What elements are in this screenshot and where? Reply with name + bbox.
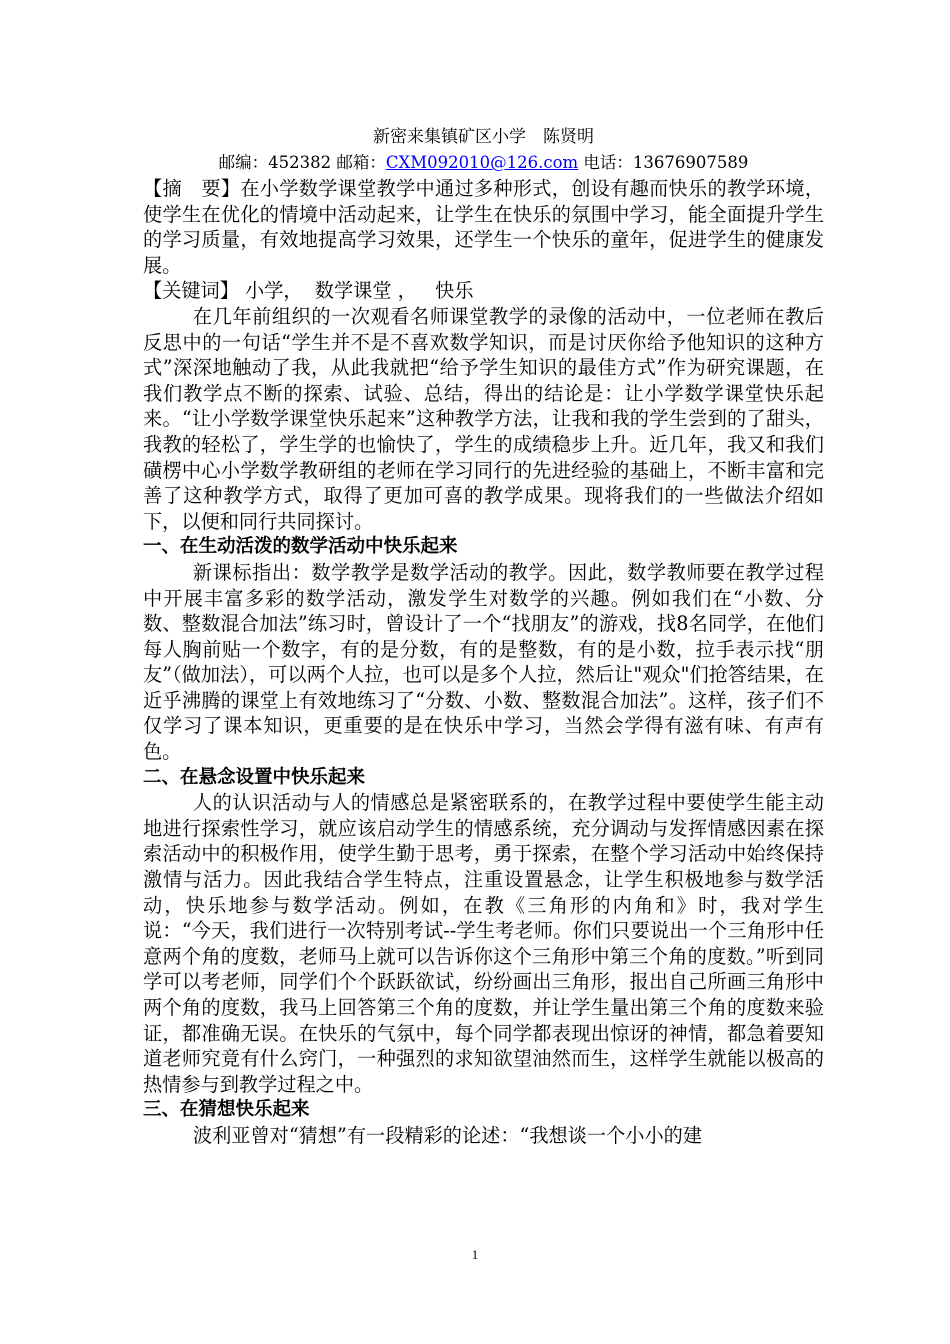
section-1-body: 新课标指出：数学教学是数学活动的教学。因此，数学教师要在教学过程中开展丰富多彩的数学活动，激发学生对数学的兴趣。例如我们在“小数、分数、整数混合加法”练习时，曾设计了一个“找朋友”的游戏，找8名同学，在他们每人胸前贴一个数字，有的是分数，有的是整数，有的是小数，拉手表示找“朋友”（做加法），可以两个人拉，也可以是多个人拉，然后让"观众"们抢答结果，在近乎沸腾的课堂上有效地练习了“分数、小数、整数混合加法”。这样，孩子们不仅学习了课本知识，更重要的是在快乐中学习，当然会学得有滋有味、有声有色。 <box>143 560 824 764</box>
contact-line <box>143 150 824 176</box>
keywords-text: 小学， 数学课堂 ， 快乐 <box>238 279 474 303</box>
page-number: 1 <box>471 1247 479 1262</box>
abstract-paragraph <box>143 176 824 278</box>
postcode-label: 邮编： <box>218 153 269 172</box>
phone-value: 13676907589 <box>632 153 749 172</box>
phone-label: 电话： <box>583 153 633 172</box>
section-3-body: 波利亚曾对“猜想”有一段精彩的论述：“我想谈一个小小的建 <box>192 1123 703 1147</box>
page-content <box>143 124 824 1149</box>
author-line: 新密来集镇矿区小学 陈贤明 <box>373 127 594 147</box>
abstract-text: 在小学数学课堂教学中通过多种形式，创设有趣而快乐的教学环境，使学生在优化的情境中活动起来，让学生在快乐的氛围中学习，能全面提升学生的学习质量，有效地提高学习效果，还学生一个快乐的童年，促进学生的健康发展。 <box>143 177 825 277</box>
keywords-paragraph <box>143 278 824 304</box>
email-link[interactable]: CXM092010@126.com <box>385 153 579 172</box>
section-1-heading: 一、在生动活泼的数学活动中快乐起来 <box>143 536 458 558</box>
keywords-label: 【关键词】 <box>143 279 239 303</box>
section-2-heading: 二、在悬念设置中快乐起来 <box>143 766 366 788</box>
section-3-heading: 三、在猜想快乐起来 <box>143 1099 310 1121</box>
email-label: 邮箱： <box>336 153 386 172</box>
postcode-value: 452382 <box>268 153 332 172</box>
section-2-body: 人的认识活动与人的情感总是紧密联系的，在教学过程中要使学生能主动地进行探索性学习，就应该启动学生的情感系统，充分调动与发挥情感因素在探索活动中的积极作用，使学生勤于思考，勇于探索，在整个学习活动中始终保持激情与活力。因此我结合学生特点，注重设置悬念，让学生积极地参与数学活动，快乐地参与数学活动。例如，在教《三角形的内角和》时，我对学生说：“今天，我们进行一次特别考试--学生考老师。你们只要说出一个三角形中任意两个角的度数，老师马上就可以告诉你这个三角形中第三个角的度数。”听到同学可以考老师，同学们个个跃跃欲试，纷纷画出三角形，报出自己所画三角形中两个角的度数，我马上回答第三个角的度数，并让学生量出第三个角的度数来验证，都准确无误。在快乐的气氛中，每个同学都表现出惊讶的神情，都急着要知道老师究竟有什么窍门，一种强烈的求知欲望油然而生，这样学生就能以极高的热情参与到教学过程之中。 <box>143 791 824 1096</box>
intro-paragraph: 在几年前组织的一次观看名师课堂教学的录像的活动中，一位老师在教后反思中的一句话“学生并不是不喜欢数学知识，而是讨厌你给予他知识的这种方式”深深地触动了我，从此我就把“给予学生知识的最佳方式”作为研究课题，在我们教学点不断的探索、试验、总结，得出的结论是：让小学数学课堂快乐起来。“让小学数学课堂快乐起来”这种教学方法，让我和我的学生尝到的了甜头，我教的轻松了，学生学的也愉快了，学生的成绩稳步上升。近几年，我又和我们磺楞中心小学数学教研组的老师在学习同行的先进经验的基础上，不断丰富和完善了这种教学方式，取得了更加可喜的教学成果。现将我们的一些做法介绍如下，以便和同行共同探讨。 <box>143 304 824 533</box>
abstract-label: 【摘 要】 <box>143 177 241 200</box>
